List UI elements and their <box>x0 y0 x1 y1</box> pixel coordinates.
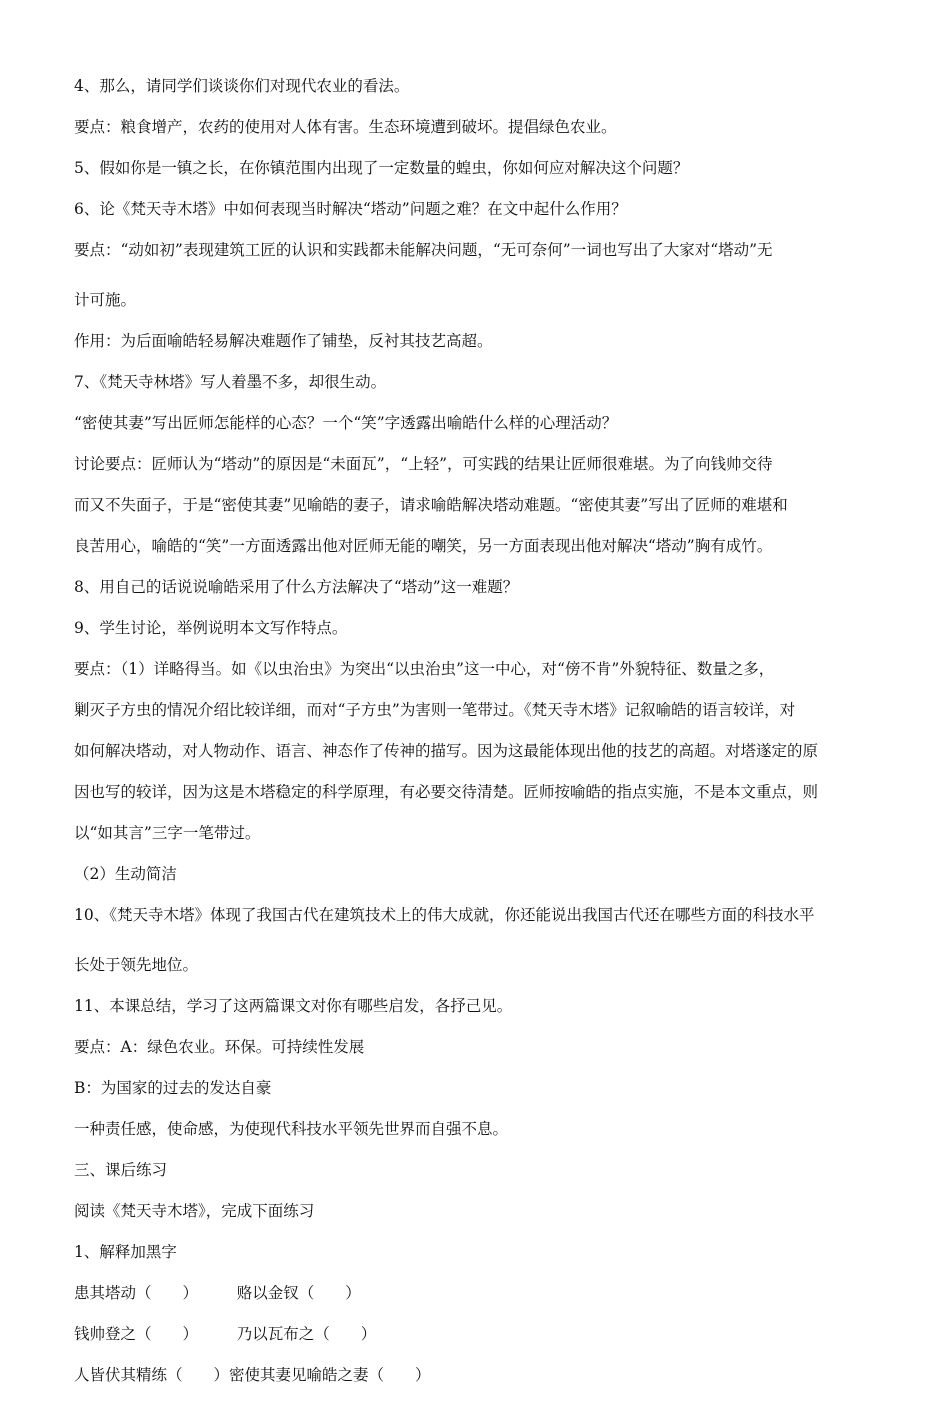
question-10-line-1: 10、《梵天寺木塔》体现了我国古代在建筑技术上的伟大成就，你还能说出我国古代还在哪些方面的科技水平 <box>74 906 815 924</box>
question-4: 4、那么，请同学们谈谈你们对现代农业的看法。 <box>74 77 410 95</box>
answer-4-points: 要点：粮食增产，农药的使用对人体有害。生态环境遭到破坏。提倡绿色农业。 <box>74 118 617 136</box>
question-7-sub: “密使其妻”写出匠师怎能样的心态？一个“笑”字透露出喻皓什么样的心理活动？ <box>74 414 618 432</box>
question-10-line-2: 长处于领先地位。 <box>74 956 199 974</box>
document-page <box>74 72 878 1402</box>
answer-9-line-5: 以“如其言”三字一笔带过。 <box>74 824 261 842</box>
answer-11-a: 要点：A：绿色农业。环保。可持续性发展 <box>74 1038 365 1056</box>
answer-11-b: B：为国家的过去的发达自豪 <box>74 1079 272 1097</box>
discussion-7-line-1: 讨论要点：匠师认为“塔动”的原因是“未面瓦”，“上轻”，可实践的结果让匠师很难堪。为了向钱帅交待 <box>74 455 773 473</box>
answer-9-line-3: 如何解决塔动，对人物动作、语言、神态作了传神的描写。因为这最能体现出他的技艺的高超。对塔遂定的原 <box>74 742 819 760</box>
answer-6-points-line-1: 要点：“动如初”表现建筑工匠的认识和实践都未能解决问题，“无可奈何”一词也写出了大家对“塔动”无 <box>74 241 773 259</box>
question-7: 7、《梵天寺林塔》写人着墨不多，却很生动。 <box>74 373 387 391</box>
discussion-7-line-3: 良苦用心，喻皓的“笑”一方面透露出他对匠师无能的嘲笑，另一方面表现出他对解决“塔动”胸有成竹。 <box>74 537 773 555</box>
answer-11-c: 一种责任感，使命感，为使现代科技水平领先世界而自强不息。 <box>74 1120 509 1138</box>
answer-6-function: 作用：为后面喻皓轻易解决难题作了铺垫，反衬其技艺高超。 <box>74 332 493 350</box>
answer-9-point-2: （2）生动简洁 <box>74 865 177 883</box>
question-5: 5、假如你是一镇之长，在你镇范围内出现了一定数量的蝗虫，你如何应对解决这个问题？ <box>74 159 689 177</box>
exercise-1-row-2: 钱帅登之（ ） 乃以瓦布之（ ） <box>74 1325 377 1343</box>
exercise-1-row-3: 人皆伏其精练（ ）密使其妻见喻皓之妻（ ） <box>74 1366 431 1384</box>
discussion-7-line-2: 而又不失面子，于是“密使其妻”见喻皓的妻子，请求喻皓解决塔动难题。“密使其妻”写出了匠师的难堪和 <box>74 496 788 514</box>
section-heading-exercises: 三、课后练习 <box>74 1161 168 1179</box>
answer-9-line-1: 要点：（1）详略得当。如《以虫治虫》为突出“以虫治虫”这一中心，对“傍不肯”外貌特征、数量之多， <box>74 660 775 678</box>
exercise-instruction: 阅读《梵天寺木塔》，完成下面练习 <box>74 1202 315 1220</box>
question-11: 11、本课总结，学习了这两篇课文对你有哪些启发，各抒己见。 <box>74 997 513 1015</box>
exercise-1-title: 1、解释加黑字 <box>74 1243 177 1261</box>
question-9: 9、学生讨论，举例说明本文写作特点。 <box>74 619 348 637</box>
exercise-1-row-1: 患其塔动（ ） 赂以金钗（ ） <box>74 1284 361 1302</box>
answer-9-line-2: 剿灭子方虫的情况介绍比较详细，而对“子方虫”为害则一笔带过。《梵天寺木塔》记叙喻皓的语言较详，对 <box>74 701 796 719</box>
answer-9-line-4: 因也写的较详，因为这是木塔稳定的科学原理，有必要交待清楚。匠师按喻皓的指点实施，不是本文重点，则 <box>74 783 819 801</box>
question-6: 6、论《梵天寺木塔》中如何表现当时解决“塔动”问题之难？在文中起什么作用？ <box>74 200 627 218</box>
answer-6-points-line-2: 计可施。 <box>74 291 137 309</box>
question-8: 8、用自己的话说说喻皓采用了什么方法解决了“塔动”这一难题？ <box>74 578 519 596</box>
